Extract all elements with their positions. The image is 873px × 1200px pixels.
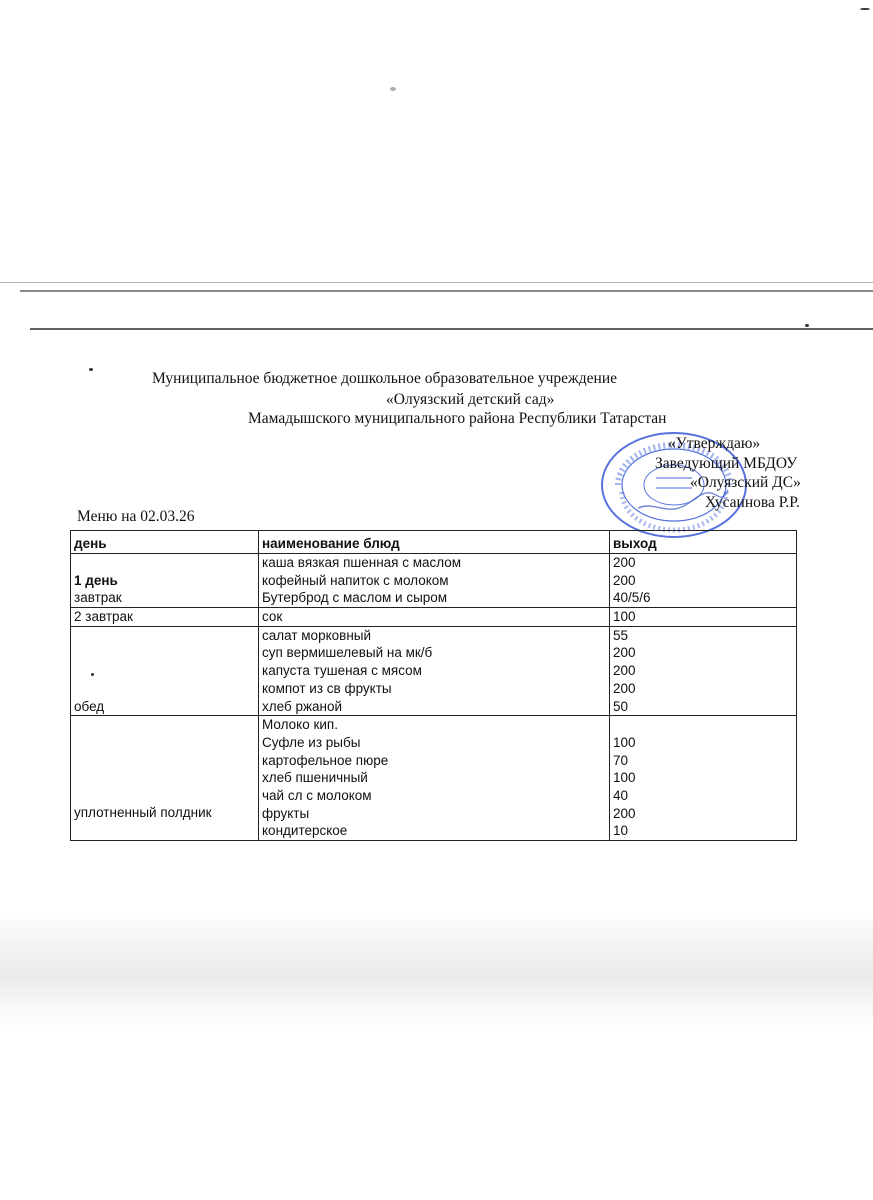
snack-yield-cell	[610, 716, 797, 841]
yield-value: 200	[613, 572, 636, 588]
second-breakfast-yield-cell	[610, 608, 797, 627]
dish-item: компот из св фрукты	[262, 680, 392, 696]
day-number: 1 день	[74, 572, 118, 588]
approval-label: «Утверждаю»	[668, 435, 761, 452]
meal-name: завтрак	[74, 590, 122, 606]
yield-value: 50	[613, 698, 629, 714]
header-day: день	[71, 531, 259, 554]
yield-value	[613, 716, 793, 734]
meal-name: уплотненный полдник	[74, 805, 212, 821]
dish-item: кондитерское	[262, 823, 348, 839]
scan-edge-line	[30, 328, 873, 330]
approval-org: «Олуязский ДС»	[690, 474, 801, 491]
table-row-second-breakfast	[71, 608, 797, 627]
yield-value: 40	[613, 787, 629, 803]
org-name-line-2: «Олуязский детский сад»	[386, 391, 555, 408]
approval-signer: Хусаинова Р.Р.	[705, 494, 800, 511]
scan-speck	[89, 368, 93, 371]
dish-item: хлеб пшеничный	[262, 770, 368, 786]
org-name-line-3: Мамадышского муниципального района Республики Татарстан	[248, 410, 667, 427]
snack-dishes-cell	[259, 716, 610, 841]
menu-date-title: Меню на 02.03.26	[77, 508, 195, 525]
menu-table	[70, 530, 797, 841]
dish-item: картофельное пюре	[262, 752, 389, 768]
lunch-day-cell	[71, 626, 259, 715]
scan-speck	[390, 87, 396, 91]
yield-value: 55	[613, 627, 629, 643]
yield-value: 200	[613, 680, 636, 696]
meal-name: 2 завтрак	[74, 609, 133, 625]
dish-item: салат морковный	[262, 627, 372, 643]
yield-value: 200	[613, 555, 636, 570]
table-row-breakfast	[71, 554, 797, 608]
table-row-lunch	[71, 626, 797, 715]
header-dish: наименование блюд	[259, 531, 610, 554]
table-header-row	[71, 531, 797, 554]
yield-value: 40/5/6	[613, 590, 651, 606]
dish-item: кофейный напиток с молоком	[262, 572, 449, 588]
yield-value: 200	[613, 805, 636, 821]
yield-value: 100	[613, 770, 636, 786]
header-yield: выход	[610, 531, 797, 554]
second-breakfast-dishes-cell	[259, 608, 610, 627]
breakfast-day-cell	[71, 554, 259, 608]
breakfast-dishes-cell	[259, 554, 610, 608]
scan-edge-line	[0, 282, 873, 283]
meal-name: обед	[74, 698, 105, 714]
org-name-line-1: Муниципальное бюджетное дошкольное образовательное учреждение	[152, 370, 617, 387]
dish-item: суп вермишелевый на мк/б	[262, 645, 433, 661]
yield-value: 100	[613, 609, 636, 625]
yield-value: 100	[613, 734, 636, 750]
dish-item: Суфле из рыбы	[262, 734, 361, 750]
scan-speck	[860, 8, 870, 10]
second-breakfast-day-cell	[71, 608, 259, 627]
lunch-yield-cell	[610, 626, 797, 715]
breakfast-yield-cell	[610, 554, 797, 608]
approval-position: Заведующий МБДОУ	[655, 455, 798, 472]
dish-item: Бутерброд с маслом и сыром	[262, 590, 448, 606]
scan-speck	[805, 324, 809, 327]
scan-edge-line	[20, 290, 873, 292]
yield-value: 70	[613, 752, 629, 768]
snack-day-cell	[71, 716, 259, 841]
dish-item: чай сл с молоком	[262, 787, 372, 803]
scan-fold-shadow	[0, 910, 873, 1030]
dish-item: Молоко кип.	[262, 717, 338, 733]
dish-item: сок	[262, 609, 283, 625]
dish-item: хлеб ржаной	[262, 698, 343, 714]
table-row-snack	[71, 716, 797, 841]
yield-value: 200	[613, 645, 636, 661]
dish-item: фрукты	[262, 805, 310, 821]
lunch-dishes-cell	[259, 626, 610, 715]
dish-item: каша вязкая пшенная с маслом	[262, 555, 462, 570]
yield-value: 200	[613, 663, 636, 679]
dish-item: капуста тушеная с мясом	[262, 663, 422, 679]
yield-value: 10	[613, 823, 629, 839]
